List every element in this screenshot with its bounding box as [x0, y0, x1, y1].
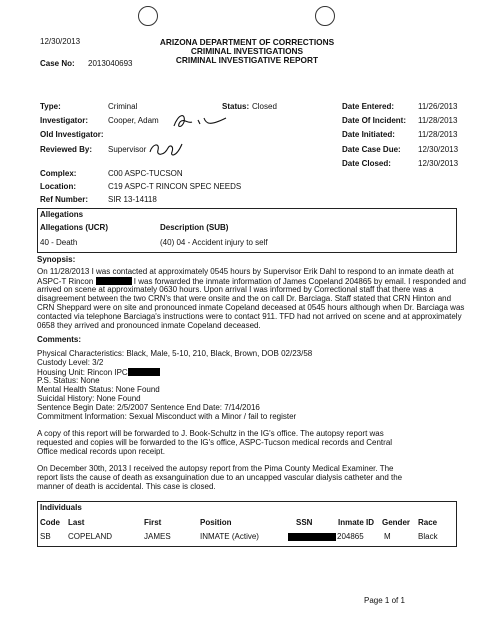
allegations-desc-header: Description (SUB)	[160, 223, 229, 232]
synopsis-line: disagreement between the two CRN's that were onsite and the on call Dr. Barciaga. Staff stated that CRN Hinton and	[37, 294, 452, 303]
row-inmate-id: 204865	[337, 532, 364, 541]
investigator-label: Investigator:	[40, 116, 89, 125]
location-value: C19 ASPC-T RINCON SPEC NEEDS	[108, 182, 242, 191]
comment-line: Commitment Information: Sexual Misconduct with a Minor / fail to register	[37, 412, 297, 421]
col-code: Code	[40, 518, 60, 527]
case-number: 2013040693	[88, 59, 133, 68]
comment-line: Mental Health Status: None Found	[37, 385, 160, 394]
date-entered: 11/26/2013	[418, 102, 458, 111]
col-race: Race	[418, 518, 438, 527]
comment-line: Sentence Begin Date: 2/5/2007 Sentence End Date: 7/14/2016	[37, 403, 260, 412]
complex-value: C00 ASPC-TUCSON	[108, 169, 183, 178]
date-initiated: 11/28/2013	[418, 130, 458, 139]
investigator-signature	[170, 110, 230, 132]
synopsis-line: On 11/28/2013 I was contacted at approximately 0545 hours by Supervisor Erik Dahl to respond to an inmate death at	[37, 267, 454, 276]
ref-number-value: SIR 13-14118	[108, 195, 157, 204]
row-first: JAMES	[144, 532, 171, 541]
synopsis-heading: Synopsis:	[37, 255, 76, 264]
date-entered-label: Date Entered:	[342, 102, 395, 111]
date-due: 12/30/2013	[418, 145, 459, 154]
status-value: Closed	[252, 102, 277, 111]
date-due-label: Date Case Due:	[342, 145, 401, 154]
synopsis-line: contacted via telephone Barciaga's instructions were to contact 911. TFD had not arrived on scene and at approximately	[37, 312, 462, 321]
row-position: INMATE (Active)	[200, 532, 259, 541]
comment-line: P.S. Status: None	[37, 376, 100, 385]
col-inmate-id: Inmate ID	[338, 518, 375, 527]
comment-line: report lists the cause of death as exsanguination due to an uncapped vascular dialysis catheter and the	[37, 473, 403, 482]
comment-line: Suicidal History: None Found	[37, 394, 141, 403]
col-first: First	[144, 518, 162, 527]
agency-title: ARIZONA DEPARTMENT OF CORRECTIONS	[159, 37, 335, 47]
date-closed: 12/30/2013	[418, 159, 459, 168]
report-title: CRIMINAL INVESTIGATIVE REPORT	[175, 55, 319, 65]
location-label: Location:	[40, 182, 76, 191]
seal-icon	[138, 6, 158, 26]
allegations-ucr-header: Allegations (UCR)	[40, 223, 108, 232]
redaction	[96, 277, 132, 285]
row-code: SB	[40, 532, 51, 541]
row-last: COPELAND	[68, 532, 113, 541]
col-ssn: SSN	[296, 518, 313, 527]
allegation-desc: (40) 04 - Accident injury to self	[160, 238, 268, 247]
page-number: Page 1 of 1	[364, 596, 405, 605]
date-closed-label: Date Closed:	[342, 159, 391, 168]
supervisor-signature	[146, 138, 186, 162]
synopsis-line-end: I was forwarded the inmate information of James Copeland 204865 by email. I responded and	[133, 277, 466, 286]
comment-line: Office medical records upon receipt.	[37, 447, 165, 456]
case-number-label: Case No:	[40, 59, 75, 68]
ssn-redaction	[288, 533, 336, 541]
allegations-heading: Allegations	[40, 210, 84, 219]
date-incident: 11/28/2013	[418, 116, 458, 125]
col-last: Last	[68, 518, 85, 527]
reviewed-by-value: Supervisor	[108, 145, 147, 154]
report-date: 12/30/2013	[40, 37, 81, 46]
date-initiated-label: Date Initiated:	[342, 130, 395, 139]
housing-unit: Housing Unit: Rincon IPC	[37, 368, 128, 377]
synopsis-line: arrived on scene at approximately 0630 hours. Upon arrival I was informed by Correctional staff that there was a	[37, 285, 434, 294]
division-title: CRIMINAL INVESTIGATIONS	[190, 46, 304, 56]
ref-number-label: Ref Number:	[40, 195, 89, 204]
seal-icon	[315, 6, 335, 26]
type-value: Criminal	[108, 102, 138, 111]
redaction	[128, 368, 160, 376]
synopsis-line: 0658 they arrived and pronounced inmate Copeland deceased.	[37, 321, 261, 330]
individuals-heading: Individuals	[40, 503, 82, 512]
status-label: Status:	[222, 102, 250, 111]
investigator-value: Cooper, Adam	[108, 116, 159, 125]
row-race: Black	[418, 532, 438, 541]
comment-line: A copy of this report will be forwarded to J. Book-Schultz in the IG's office. The autopsy report was	[37, 429, 384, 438]
col-gender: Gender	[382, 518, 411, 527]
synopsis-line: CRN Sheppard were on site and pronounced inmate Copeland deceased at 0545 hours although when Dr. Barciaga was	[37, 303, 465, 312]
comment-line: Custody Level: 3/2	[37, 358, 104, 367]
row-gender: M	[384, 532, 391, 541]
col-position: Position	[200, 518, 232, 527]
comment-line: On December 30th, 2013 I received the autopsy report from the Pima County Medical Examiner. The	[37, 464, 394, 473]
date-incident-label: Date Of Incident:	[342, 116, 407, 125]
comment-line: manner of death is accidental. This case is closed.	[37, 482, 216, 491]
comment-line: requested and copies will be forwarded to the IG's office, ASPC-Tucson medical records and Central	[37, 438, 393, 447]
old-investigator-label: Old Investigator:	[40, 130, 104, 139]
complex-label: Complex:	[40, 169, 77, 178]
allegation-ucr: 40 - Death	[40, 238, 78, 247]
synopsis-line-start: ASPC-T Rincon	[37, 277, 94, 286]
comment-line: Physical Characteristics: Black, Male, 5-10, 210, Black, Brown, DOB 02/23/58	[37, 349, 313, 358]
type-label: Type:	[40, 102, 61, 111]
comments-heading: Comments:	[37, 335, 82, 344]
reviewed-by-label: Reviewed By:	[40, 145, 93, 154]
